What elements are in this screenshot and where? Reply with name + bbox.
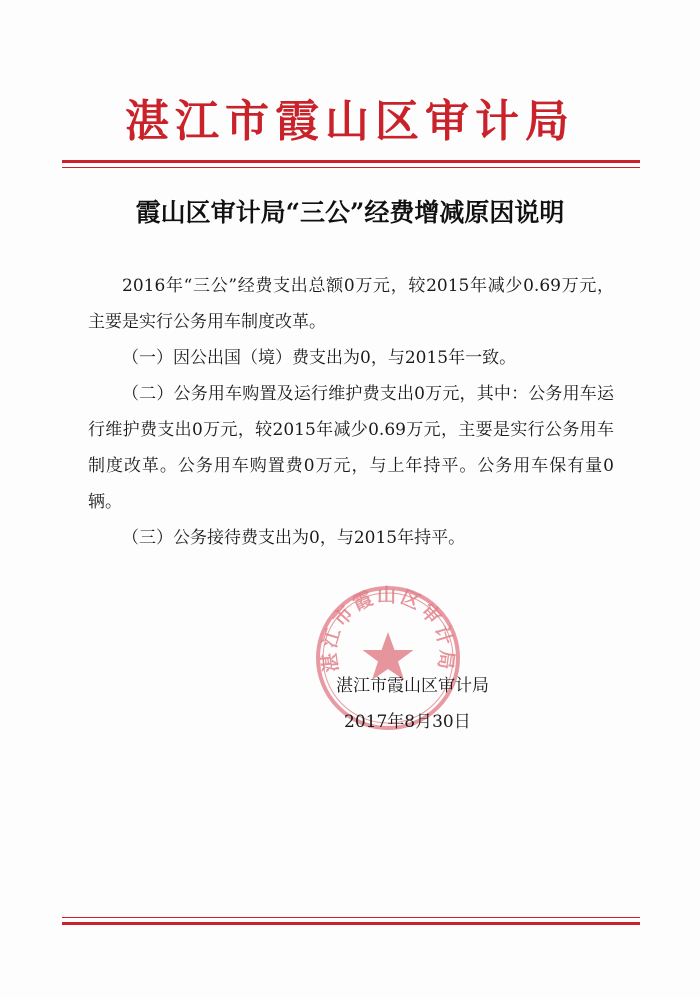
letterhead-rule-thin	[62, 167, 640, 168]
letterhead-rule-thick	[62, 160, 640, 163]
letterhead-title: 湛江市霞山区审计局	[125, 96, 575, 147]
seal-text: 湛江市霞山区审计局	[318, 584, 458, 674]
paragraph-reception: （三）公务接待费支出为0，与2015年持平。	[122, 528, 466, 548]
paragraph-summary: 2016年“三公”经费支出总额0万元，较2015年减少0.69万元，主要是实行公务用车制度改革。	[88, 276, 614, 332]
document-title: 霞山区审计局“三公”经费增减原因说明	[135, 198, 565, 227]
signature-block	[336, 668, 489, 740]
signature-organization: 湛江市霞山区审计局	[336, 676, 489, 696]
document-body	[88, 268, 614, 556]
signature-date: 2017年8月30日	[344, 712, 471, 732]
paragraph-vehicles: （二）公务用车购置及运行维护费支出0万元，其中：公务用车运行维护费支出0万元，较2015年减少0.69万元，主要是实行公务用车制度改革。公务用车购置费0万元，与上年持平。公务用车保有量0辆。	[88, 384, 614, 512]
footer-rule-thick	[62, 922, 640, 925]
paragraph-overseas: （一）因公出国（境）费支出为0，与2015年一致。	[122, 348, 517, 368]
footer-rule-thin	[62, 917, 640, 918]
